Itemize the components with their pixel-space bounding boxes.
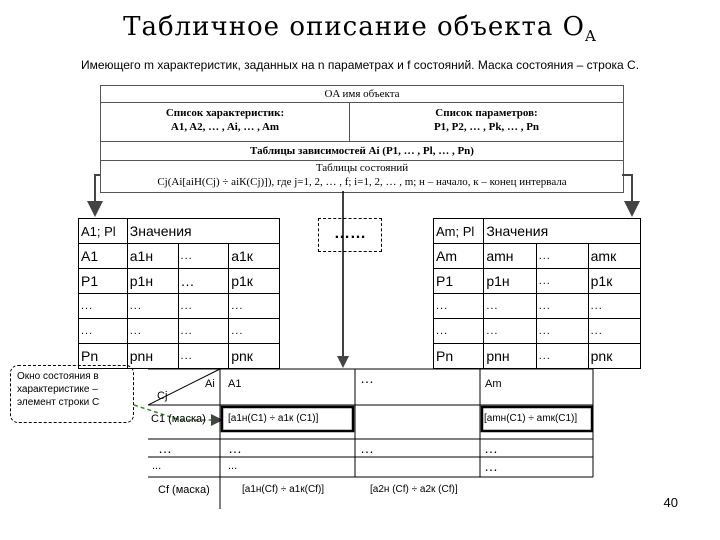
left-cell: ... xyxy=(178,294,229,319)
param-list-items: P1, P2, … , Pk, … , Pn xyxy=(433,121,540,133)
right-cell: ... xyxy=(536,319,588,344)
right-cell: ... xyxy=(536,269,588,294)
left-cell: ... xyxy=(178,344,229,369)
right-cell: Am xyxy=(434,244,484,269)
left-header-values: Значения xyxy=(127,219,279,244)
left-cell: ... xyxy=(178,319,229,344)
right-cell: P1 xyxy=(434,269,484,294)
state-row1-a1: [a1н(C1) ÷ a1к (C1)] xyxy=(228,413,319,424)
right-cell: ... xyxy=(536,244,588,269)
state-row3-label: ... xyxy=(152,460,162,472)
left-cell: Pn xyxy=(79,344,128,369)
right-cell: amн xyxy=(484,244,536,269)
left-cell: ... xyxy=(127,319,178,344)
left-cell: pnк xyxy=(229,344,280,369)
state-row4-label: Cf (маска) xyxy=(158,484,210,496)
left-cell: p1н xyxy=(127,269,178,294)
state-row2-a1: … xyxy=(228,440,242,456)
left-cell: ... xyxy=(229,319,280,344)
left-cell: ... xyxy=(127,294,178,319)
right-header-values: Значения xyxy=(484,219,641,244)
left-cell: ... xyxy=(79,294,128,319)
char-list-items: A1, A2, … , Ai, … , Am xyxy=(170,121,280,133)
state-row1-am: [amн(C1) ÷ amк(C1)] xyxy=(484,413,578,424)
left-cell: p1к xyxy=(229,269,280,294)
slide-subtitle: Имеющего m характеристик, заданных на n параметрах и f состояний. Маска состояния – строка С. xyxy=(80,58,640,72)
left-cell: ... xyxy=(229,294,280,319)
right-characteristic-table xyxy=(433,218,641,369)
left-characteristic-table xyxy=(78,218,280,369)
right-cell: ... xyxy=(536,294,588,319)
state-row4-a2: [a2н (Cf) ÷ a2к (Cf)] xyxy=(370,484,458,495)
state-col-am: Am xyxy=(485,378,502,390)
char-list-label: Список характеристик: xyxy=(165,107,285,119)
state-corner-bottom: Cj xyxy=(157,390,168,402)
state-tables-formula: Cj(Ai[aiН(Cj) ÷ aiК(Cj)]), где j=1, 2, … , f; i=1, 2, … , m; н – начало, к – конец интервала xyxy=(157,176,567,188)
state-tables-label: Таблицы состояний xyxy=(315,162,409,174)
left-cell: ... xyxy=(79,319,128,344)
left-cell: … xyxy=(178,269,229,294)
right-cell: ... xyxy=(434,294,484,319)
more-tables-indicator: …… xyxy=(318,218,382,252)
right-cell: Pn xyxy=(434,344,484,369)
arrow-to-left-table xyxy=(95,175,100,213)
right-cell: pnк xyxy=(588,344,640,369)
state-row3-a1: ... xyxy=(228,460,238,472)
state-row2-am: … xyxy=(484,440,498,456)
right-cell: p1к xyxy=(588,269,640,294)
right-cell: ... xyxy=(484,319,536,344)
right-cell: pnн xyxy=(484,344,536,369)
right-cell: p1н xyxy=(484,269,536,294)
state-corner-top: Ai xyxy=(205,378,215,390)
state-row1-label: C1 (маска) xyxy=(151,413,206,425)
left-cell: P1 xyxy=(79,269,128,294)
schema-header: OA имя объекта xyxy=(101,86,623,103)
left-cell: ... xyxy=(178,244,229,269)
left-cell: pnн xyxy=(127,344,178,369)
state-row2-label: … xyxy=(158,440,172,456)
state-row2-dots: … xyxy=(360,440,374,456)
right-cell: ... xyxy=(536,344,588,369)
param-list-label: Список параметров: xyxy=(435,107,538,119)
left-header-key: A1; Pl xyxy=(79,219,128,244)
dependency-tables-label: Таблицы зависимостей Ai (P1, … , Pl, … , Pn) xyxy=(101,142,623,161)
right-cell: amк xyxy=(588,244,640,269)
state-col-a1: A1 xyxy=(228,378,242,390)
left-cell: a1к xyxy=(229,244,280,269)
right-header-key: Am; Pl xyxy=(434,219,484,244)
arrow-to-right-table xyxy=(622,175,632,213)
right-cell: ... xyxy=(434,319,484,344)
state-col-dots: … xyxy=(360,370,374,386)
right-cell: ... xyxy=(484,294,536,319)
right-cell: ... xyxy=(588,319,640,344)
state-window-callout: Окно состояния в характеристике – элемент строки С xyxy=(10,365,134,423)
right-cell: ... xyxy=(588,294,640,319)
page-number: 40 xyxy=(663,495,678,510)
state-row3-am: … xyxy=(484,458,498,474)
left-cell: a1н xyxy=(127,244,178,269)
state-row4-a1: [a1н(Cf) ÷ a1к(Cf)] xyxy=(242,484,325,495)
left-cell: A1 xyxy=(79,244,128,269)
slide-title: Табличное описание объекта $O_A$ xyxy=(123,12,597,46)
